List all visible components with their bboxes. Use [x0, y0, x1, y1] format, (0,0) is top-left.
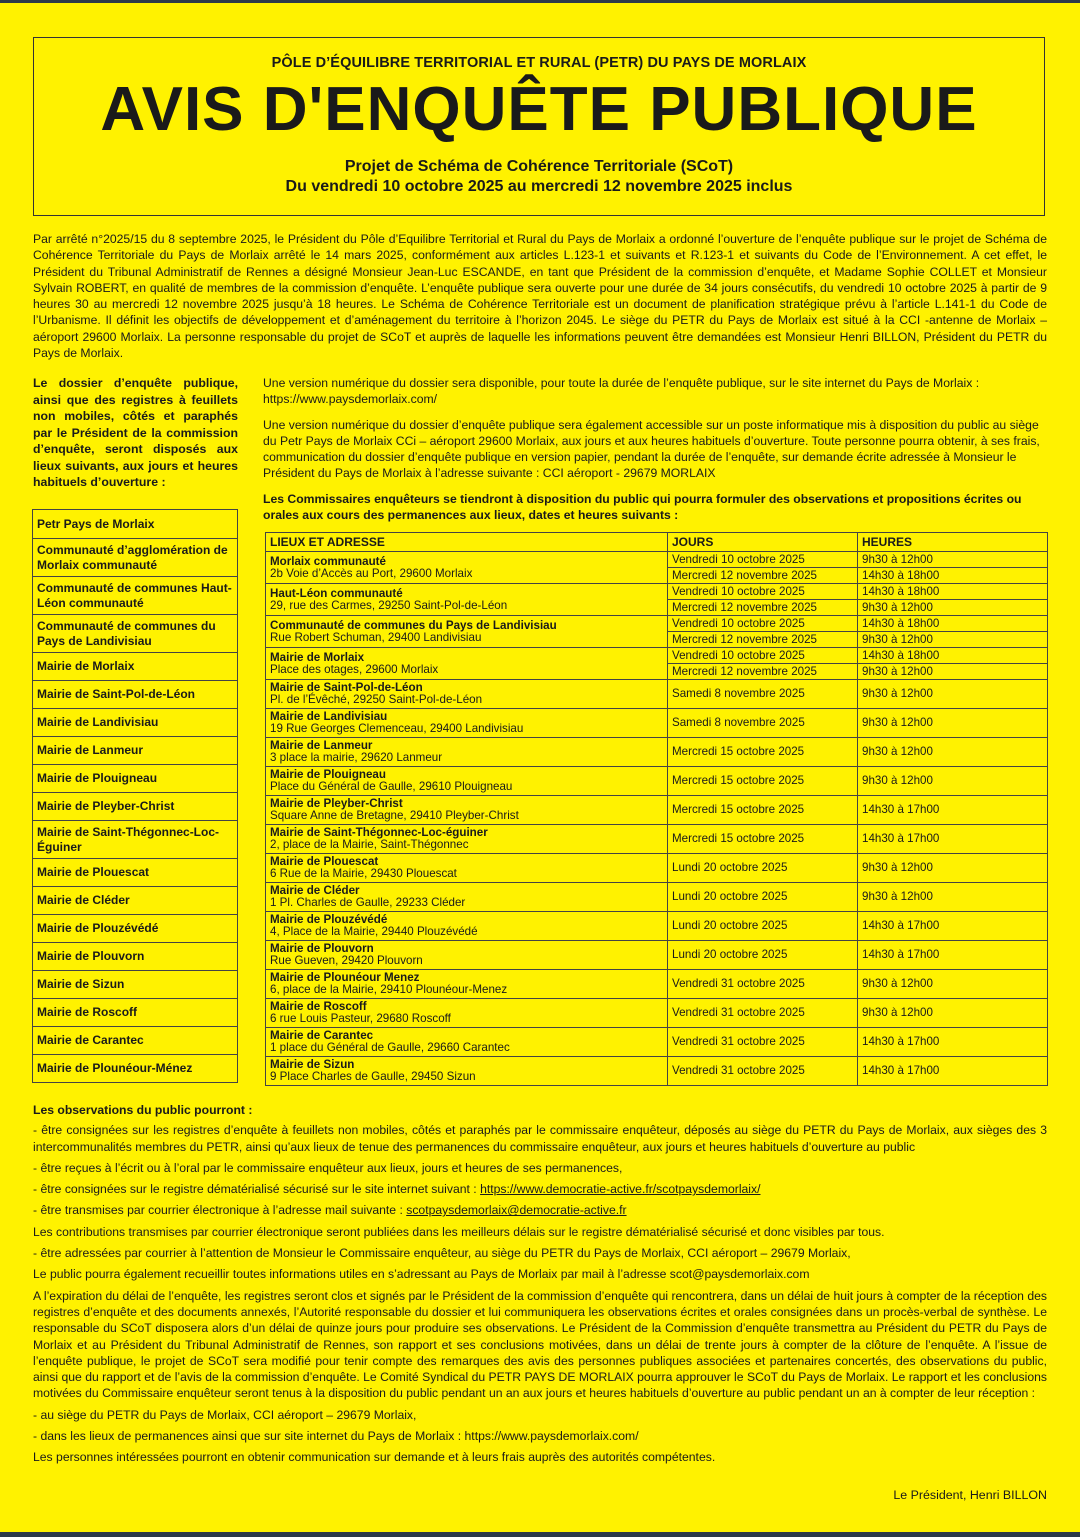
dossier-location-row	[33, 915, 238, 943]
dossier-location: Communauté de communes Haut-Léon communauté	[33, 577, 238, 615]
report-location-item: - dans les lieux de permanences ainsi que sur site internet du Pays de Morlaix : https://www.paysdemorlaix.com/	[33, 1429, 639, 1444]
permanence-row	[266, 680, 1048, 709]
permanence-hours: 14h30 à 18h00	[858, 584, 1048, 600]
place-address: 19 Rue Georges Clemenceau, 29400 Landivisiau	[270, 722, 524, 735]
observation-note: Les contributions transmises par courrier électronique seront publiées dans les meilleurs délais sur le registre dématérialisé sécurisé et donc visibles par tous.	[33, 1224, 885, 1239]
dossier-location: Mairie de Saint-Thégonnec-Loc-Éguiner	[33, 821, 238, 859]
observations-section	[33, 1102, 1047, 1471]
dossier-location-row	[33, 681, 238, 709]
observation-note: Le public pourra également recueillir toutes informations utiles en s’adressant au Pays de Morlaix par mail à l’adresse scot@paysdemorlaix.com	[33, 1267, 810, 1282]
organization-name: PÔLE D’ÉQUILIBRE TERRITORIAL ET RURAL (PETR) DU PAYS DE MORLAIX	[271, 55, 807, 71]
dossier-location: Mairie de Plouzévédé	[33, 915, 238, 943]
place-name: Mairie de Pleyber-Christ	[270, 797, 403, 810]
dossier-location: Communauté d’agglomération de Morlaix communauté	[33, 539, 238, 577]
permanence-hours: 14h30 à 17h00	[858, 941, 1048, 970]
permanence-place	[266, 796, 668, 825]
dossier-location: Communauté de communes du Pays de Landivisiau	[33, 615, 238, 653]
dossier-location: Mairie de Landivisiau	[33, 709, 238, 737]
dossier-location-row	[33, 793, 238, 821]
permanence-hours: 14h30 à 17h00	[858, 1028, 1048, 1057]
permanence-row	[266, 970, 1048, 999]
place-address: Rue Robert Schuman, 29400 Landivisiau	[270, 630, 482, 644]
project-subtitle: Projet de Schéma de Cohérence Territoriale (SCoT)	[344, 158, 734, 175]
permanence-place	[266, 680, 668, 709]
place-address: 29, rue des Carmes, 29250 Saint-Pol-de-Léon	[270, 598, 508, 612]
place-address: 6, place de la Mairie, 29410 Plounéour-Menez	[270, 983, 508, 996]
permanence-day: Vendredi 31 octobre 2025	[668, 999, 858, 1028]
dossier-locations-intro: Le dossier d’enquête publique, ainsi que des registres à feuillets non mobiles, côtés et paraphés par le Président de la commission d’enquête, seront disposés aux lieux suivants, aux jours et heures habituels d’ouverture :	[33, 376, 238, 489]
dossier-location-row	[33, 1027, 238, 1055]
header-places: LIEUX ET ADRESSE	[266, 533, 668, 552]
permanence-day: Mercredi 12 novembre 2025	[668, 568, 858, 584]
permanence-hours: 9h30 à 12h00	[858, 680, 1048, 709]
permanence-row	[266, 584, 1048, 600]
permanence-place	[266, 709, 668, 738]
header-days: JOURS	[668, 533, 858, 552]
place-name: Mairie de Plouvorn	[270, 942, 374, 955]
dossier-location-row	[33, 765, 238, 793]
permanence-day: Mercredi 12 novembre 2025	[668, 664, 858, 680]
dossier-location: Mairie de Lanmeur	[33, 737, 238, 765]
place-name: Mairie de Landivisiau	[270, 710, 388, 723]
dossier-location: Mairie de Sizun	[33, 971, 238, 999]
observation-text: - être transmises par courrier électronique à l’adresse mail suivante :	[33, 1203, 407, 1218]
intro-paragraph: Par arrêté n°2025/15 du 8 septembre 2025, le Président du Pôle d’Equilibre Territorial et Rural du Pays de Morlaix a ordonné l’ouverture de l’enquête publique sur le projet de Schéma de Cohérence Territoriale du Pays de Morlaix arrêté le 14 mars 2025, conformément aux articles L.123-1 et suivants et R.123-1 et suivants du Code de l’Environnement. A cet effet, le Président du Tribunal Administratif de Rennes a désigné Monsieur Jean-Luc ESCANDE, en tant que Président de la commission d’enquête, et Madame Sophie COLLET et Monsieur Sylvain ROBERT, en qualité de membres de la commission d’enquête. L’enquête publique sera ouverte pour une durée de 34 jours consécutifs, du vendredi 10 octobre 2025 à partir de 9 heures 30 au mercredi 12 novembre 2025 jusqu’à 18 heures. Le Schéma de Cohérence Territoriale est un document de planification stratégique prévu à l’article L.141-1 du Code de l’Urbanisme. Il définit les objectifs de développement et d’aménagement du territoire à l’horizon 2045. Le siège du PETR du Pays de Morlaix est situé à la CCI -antenne de Morlaix – aéroport 29600 Morlaix. La personne responsable du projet de SCoT et auprès de laquelle les informations peuvent être demandées est Monsieur Henri BILLON, Président du PETR du Pays de Morlaix.	[33, 232, 1047, 361]
dossier-location-row	[33, 887, 238, 915]
permanence-hours: 14h30 à 17h00	[858, 912, 1048, 941]
dossier-location-row	[33, 971, 238, 999]
dossier-location-row	[33, 577, 238, 615]
page-title: AVIS D'ENQUÊTE PUBLIQUE	[100, 75, 978, 144]
dossier-location-row	[33, 999, 238, 1027]
dossier-location-row	[33, 539, 238, 577]
permanence-row	[266, 941, 1048, 970]
online-register-link[interactable]: https://www.democratie-active.fr/scotpaysdemorlaix/	[480, 1182, 761, 1197]
paper-dossier-paragraph: Une version numérique du dossier d’enquête publique sera également accessible sur un poste informatique mis à disposition du public au siège du Petr Pays de Morlaix CCi – aéroport 29600 Morlaix, aux jours et aux heures habituels d’ouverture. Toute personne pourra obtenir, à ses frais, communication du dossier d’enquête publique en version papier, pendant la durée de l’enquête, sur demande écrite adressée à Monsieur le Président du Pays de Morlaix à l’adresse suivante : CCI aéroport - 29679 MORLAIX	[263, 417, 1040, 481]
permanence-day: Samedi 8 novembre 2025	[668, 709, 858, 738]
permanence-place	[266, 883, 668, 912]
permanences-table	[265, 532, 1048, 1086]
permanence-hours: 9h30 à 12h00	[858, 664, 1048, 680]
place-address: 1 place du Général de Gaulle, 29660 Carantec	[270, 1041, 510, 1054]
permanence-hours: 14h30 à 18h00	[858, 648, 1048, 664]
place-name: Mairie de Plouescat	[270, 855, 379, 868]
dossier-location: Mairie de Roscoff	[33, 999, 238, 1027]
header-hours: HEURES	[858, 533, 1048, 552]
place-address: 1 Pl. Charles de Gaulle, 29233 Cléder	[270, 896, 466, 909]
permanence-hours: 9h30 à 12h00	[858, 999, 1048, 1028]
observation-text: - être consignées sur le registre dématérialisé sécurisé sur le site internet suivant :	[33, 1182, 481, 1197]
dossier-location: Mairie de Plouvorn	[33, 943, 238, 971]
permanence-place	[266, 767, 668, 796]
permanence-hours: 14h30 à 17h00	[858, 825, 1048, 854]
permanence-hours: 9h30 à 12h00	[858, 552, 1048, 568]
permanence-day: Mercredi 15 octobre 2025	[668, 767, 858, 796]
permanence-place	[266, 941, 668, 970]
permanence-row	[266, 552, 1048, 568]
email-link[interactable]: scotpaysdemorlaix@democratie-active.fr	[406, 1203, 627, 1218]
permanence-place	[266, 970, 668, 999]
dossier-location: Mairie de Saint-Pol-de-Léon	[33, 681, 238, 709]
permanence-day: Vendredi 10 octobre 2025	[668, 552, 858, 568]
inquiry-dates: Du vendredi 10 octobre 2025 au mercredi 12 novembre 2025 inclus	[285, 178, 793, 195]
dossier-location-row	[33, 653, 238, 681]
dossier-location: Mairie de Plouescat	[33, 859, 238, 887]
place-address: 6 Rue de la Mairie, 29430 Plouescat	[270, 867, 457, 880]
permanence-day: Samedi 8 novembre 2025	[668, 680, 858, 709]
permanence-day: Vendredi 31 octobre 2025	[668, 970, 858, 999]
permanence-hours: 9h30 à 12h00	[858, 767, 1048, 796]
permanence-hours: 9h30 à 12h00	[858, 632, 1048, 648]
observation-item: - être reçues à l’écrit ou à l’oral par le commissaire enquêteur aux lieux, jours et heures de ses permanences,	[33, 1160, 623, 1175]
place-name: Communauté de communes du Pays de Landivisiau	[270, 618, 557, 632]
place-address: Place des otages, 29600 Morlaix	[270, 662, 439, 676]
dossier-location: Mairie de Morlaix	[33, 653, 238, 681]
dossier-location-row	[33, 510, 238, 539]
permanence-row	[266, 616, 1048, 632]
place-name: Mairie de Sizun	[270, 1058, 355, 1071]
digital-dossier-paragraph: Une version numérique du dossier sera disponible, pour toute la durée de l’enquête publique, sur le site internet du Pays de Morlaix : https://www.paysdemorlaix.com/	[263, 376, 980, 407]
permanence-day: Lundi 20 octobre 2025	[668, 912, 858, 941]
place-address: Place du Général de Gaulle, 29610 Plouigneau	[270, 780, 513, 793]
place-address: Rue Gueven, 29420 Plouvorn	[270, 954, 423, 967]
permanence-place	[266, 825, 668, 854]
place-name: Mairie de Carantec	[270, 1029, 374, 1042]
permanence-row	[266, 825, 1048, 854]
place-name: Mairie de Saint-Thégonnec-Loc-éguiner	[270, 826, 488, 839]
permanence-place	[266, 584, 668, 616]
closing-paragraph: A l’expiration du délai de l’enquête, les registres seront clos et signés par le Président de la commission d’enquête qui rencontrera, dans un délai de huit jours à compter de la réception des registres d’enquête et des documents annexés, l’Autorité responsable du dossier et lui communiquera les observations écrites et orales consignées dans un procès-verbal de synthèse. Le responsable du SCoT disposera alors d’un délai de quinze jours pour produire ses observations. Le Président de la Commission d’enquête transmettra au Président du PETR du Pays de Morlaix et au Président du Tribunal Administratif de Rennes, son rapport et ses conclusions motivées, dans un délai de trente jours à compter de la clôture de l’enquête. A l’issue de l’enquête publique, le projet de SCoT sera modifié pour tenir compte des remarques des avis des personnes publiques associées et partenaires concertés, des observations du public, ainsi que du rapport et de l’avis de la commission d’enquête. Le Comité Syndical du PETR PAYS DE MORLAIX pourra approuver le SCoT du Pays de Morlaix. Le rapport et les conclusions motivées du Commissaire enquêteur seront tenus à la disposition du public pendant un an aux jours et heures habituels d’ouverture au public pendant un an à compter de leur réception :	[33, 1288, 1047, 1401]
permanence-day: Vendredi 10 octobre 2025	[668, 648, 858, 664]
place-address: Pl. de l’Évêché, 29250 Saint-Pol-de-Léon	[270, 693, 483, 706]
permanence-row	[266, 854, 1048, 883]
permanence-place	[266, 1028, 668, 1057]
dossier-location: Mairie de Plouigneau	[33, 765, 238, 793]
permanence-hours: 9h30 à 12h00	[858, 738, 1048, 767]
permanence-row	[266, 1057, 1048, 1086]
permanence-day: Lundi 20 octobre 2025	[668, 854, 858, 883]
place-name: Mairie de Lanmeur	[270, 739, 373, 752]
dossier-location: Mairie de Cléder	[33, 887, 238, 915]
permanence-row	[266, 796, 1048, 825]
observation-item: - être consignées sur les registres d’enquête à feuillets non mobiles, côtés et paraphés par le commissaire enquêteur, déposés au siège du PETR du Pays de Morlaix, aux sièges des 3 intercommunalités membres du PETR, ainsi qu’aux lieux de tenue des permanences du commissaire enquêteur, aux jours et heures habituels d’ouverture au public	[33, 1123, 1047, 1154]
permanence-place	[266, 999, 668, 1028]
place-name: Mairie de Plounéour Menez	[270, 971, 420, 984]
permanence-row	[266, 912, 1048, 941]
permanence-day: Mercredi 12 novembre 2025	[668, 632, 858, 648]
permanence-place	[266, 738, 668, 767]
permanence-hours: 9h30 à 12h00	[858, 854, 1048, 883]
permanence-day: Vendredi 31 octobre 2025	[668, 1057, 858, 1086]
dossier-location-row	[33, 821, 238, 859]
permanence-hours: 9h30 à 12h00	[858, 883, 1048, 912]
place-name: Mairie de Plouigneau	[270, 768, 386, 781]
permanence-hours: 14h30 à 17h00	[858, 1057, 1048, 1086]
permanence-row	[266, 709, 1048, 738]
left-column	[33, 375, 238, 491]
dossier-location-row	[33, 1055, 238, 1083]
right-column	[263, 375, 1048, 524]
dossier-location-row	[33, 859, 238, 887]
permanences-header-row	[266, 533, 1048, 552]
permanence-row	[266, 1028, 1048, 1057]
permanence-hours: 9h30 à 12h00	[858, 709, 1048, 738]
permanence-place	[266, 854, 668, 883]
permanence-day: Mercredi 12 novembre 2025	[668, 600, 858, 616]
observation-item: - être adressées par courrier à l’attention de Monsieur le Commissaire enquêteur, au siège du PETR du Pays de Morlaix, CCI aéroport – 29679 Morlaix,	[33, 1246, 851, 1261]
permanence-row	[266, 648, 1048, 664]
permanence-day: Mercredi 15 octobre 2025	[668, 825, 858, 854]
dossier-location-row	[33, 943, 238, 971]
dossier-location: Mairie de Carantec	[33, 1027, 238, 1055]
place-address: 9 Place Charles de Gaulle, 29450 Sizun	[270, 1070, 476, 1083]
permanence-day: Vendredi 10 octobre 2025	[668, 616, 858, 632]
permanences-heading: Les Commissaires enquêteurs se tiendront à disposition du public qui pourra formuler des observations et propositions écrites ou orales aux cours des permanences aux lieux, dates et heures suivants :	[263, 491, 1022, 523]
place-address: 2, place de la Mairie, Saint-Thégonnec	[270, 838, 469, 851]
permanence-day: Mercredi 15 octobre 2025	[668, 796, 858, 825]
permanence-row	[266, 999, 1048, 1028]
place-name: Mairie de Morlaix	[270, 650, 365, 664]
observations-heading: Les observations du public pourront :	[33, 1103, 253, 1117]
top-border	[0, 0, 1080, 3]
permanence-row	[266, 883, 1048, 912]
place-address: 2b Voie d’Accès au Port, 29600 Morlaix	[270, 566, 473, 580]
dossier-location: Petr Pays de Morlaix	[33, 510, 238, 539]
permanence-place	[266, 616, 668, 648]
bottom-border	[0, 1532, 1080, 1537]
place-name: Haut-Léon communauté	[270, 586, 403, 600]
permanence-place	[266, 912, 668, 941]
place-name: Mairie de Saint-Pol-de-Léon	[270, 681, 423, 694]
place-name: Mairie de Cléder	[270, 884, 360, 897]
place-name: Morlaix communauté	[270, 554, 386, 568]
permanence-day: Vendredi 10 octobre 2025	[668, 584, 858, 600]
dossier-location: Mairie de Pleyber-Christ	[33, 793, 238, 821]
permanence-hours: 14h30 à 18h00	[858, 568, 1048, 584]
permanence-day: Mercredi 15 octobre 2025	[668, 738, 858, 767]
place-name: Mairie de Roscoff	[270, 1000, 367, 1013]
permanence-day: Lundi 20 octobre 2025	[668, 941, 858, 970]
observation-item	[33, 1202, 1047, 1218]
dossier-location-row	[33, 709, 238, 737]
place-address: 6 rue Louis Pasteur, 29680 Roscoff	[270, 1012, 451, 1025]
communication-note: Les personnes intéressées pourront en obtenir communication sur demande et à leurs frais auprès des autorités compétentes.	[33, 1450, 716, 1465]
permanence-hours: 14h30 à 17h00	[858, 796, 1048, 825]
place-address: 4, Place de la Mairie, 29440 Plouzévédé	[270, 925, 478, 938]
place-address: Square Anne de Bretagne, 29410 Pleyber-Christ	[270, 809, 519, 822]
dossier-location-row	[33, 737, 238, 765]
permanence-day: Vendredi 31 octobre 2025	[668, 1028, 858, 1057]
observation-item	[33, 1181, 1047, 1197]
permanence-row	[266, 767, 1048, 796]
dossier-location-row	[33, 615, 238, 653]
permanence-hours: 14h30 à 18h00	[858, 616, 1048, 632]
permanence-row	[266, 738, 1048, 767]
permanence-place	[266, 552, 668, 584]
place-name: Mairie de Plouzévédé	[270, 913, 388, 926]
dossier-locations-list	[32, 509, 238, 1083]
dossier-location: Mairie de Plounéour-Ménez	[33, 1055, 238, 1083]
permanence-hours: 9h30 à 12h00	[858, 600, 1048, 616]
permanence-place	[266, 1057, 668, 1086]
permanence-place	[266, 648, 668, 680]
signature: Le Président, Henri BILLON	[893, 1488, 1047, 1502]
report-location-item: - au siège du PETR du Pays de Morlaix, CCI aéroport – 29679 Morlaix,	[33, 1407, 417, 1422]
permanence-day: Lundi 20 octobre 2025	[668, 883, 858, 912]
permanence-hours: 9h30 à 12h00	[858, 970, 1048, 999]
place-address: 3 place la mairie, 29620 Lanmeur	[270, 751, 443, 764]
header-box	[33, 37, 1045, 216]
